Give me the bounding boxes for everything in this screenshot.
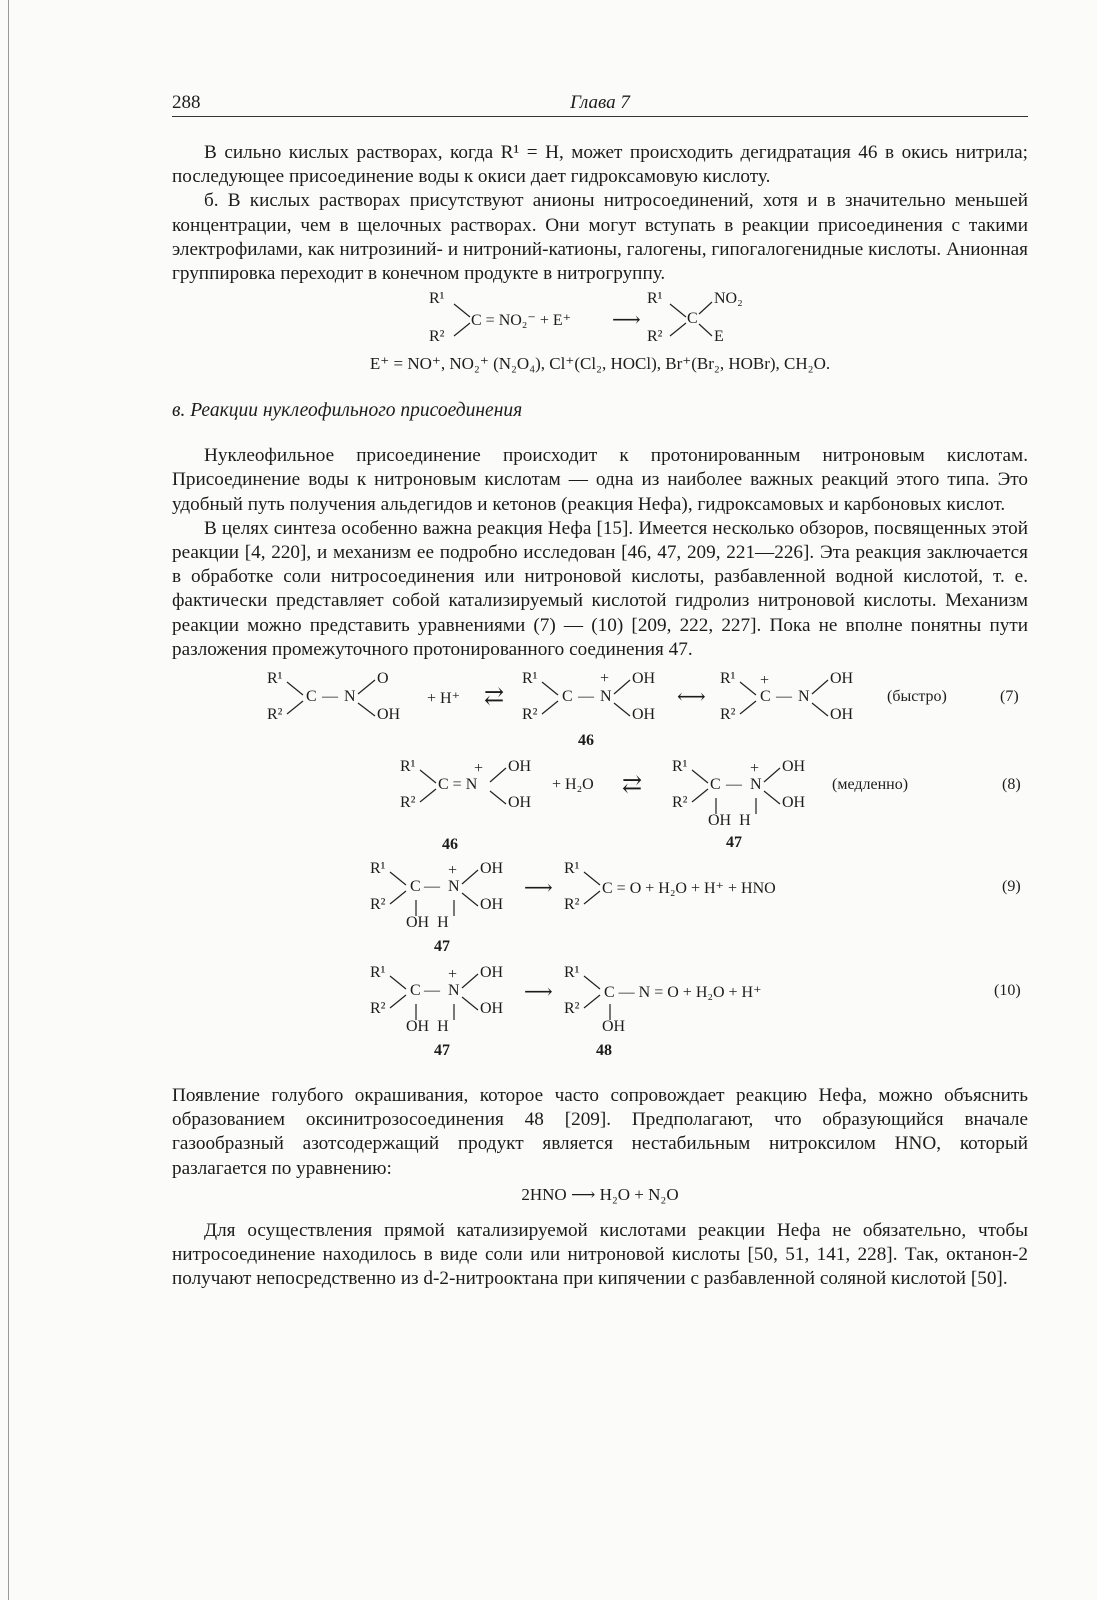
eq9-r2-a: R² [370,896,386,914]
eq10-oh-h: OH H [406,1018,449,1036]
eq-e-carbon: C [687,310,698,328]
eq-e-r2: R² [429,328,445,346]
eq7-oh-a: OH [377,706,401,724]
eq7-hplus: + H⁺ [427,690,461,708]
paragraph-b: б. В кислых растворах присутствуют анионы нитросоединений, хотя и в значительно меньшей концентрации, чем в щелочных растворах. Они могут вступать в реакции присоединения с такими электрофилами, как нитрозиний- и нитроний-катионы, галогены, гипогалогенидные кислоты. Анионная группировка переходит в конечном продукте в нитрогруппу. [172,190,1028,285]
eq7-c-c: C [760,688,771,706]
eq7-label-46: 46 [578,732,594,750]
eq7-note: (быстро) [887,688,947,706]
paragraph-f: Для осуществления прямой катализируемой кислотами реакции Нефа не обязательно, чтобы нитросоединение находилось в виде соли или нитроновой кислоты [50, 51, 141, 228]. Так, октанон-2 получают непосредственно из d-2-нитрооктана при кипячении с разбавленной соляной кислотой [50]. [172,1219,1028,1290]
equation-10 [172,964,1028,1062]
eq8-label-46: 46 [442,836,458,854]
eq7-r1-c: R¹ [720,670,736,688]
eq7-r1-a: R¹ [267,670,283,688]
eq7-resonance: ⟷ [677,686,706,709]
eq10-label-47: 47 [434,1042,450,1060]
eq10-product: C — N = O + H₂O + H⁺ [604,984,762,1002]
eq10-c-a: C [410,982,421,1000]
eq8-r1-a: R¹ [400,758,416,776]
eq-e-arrow: ⟶ [612,309,641,332]
eq9-r1-b: R¹ [564,860,580,878]
eq-e-no2: NO₂ [714,290,743,308]
page-number: 288 [172,92,201,113]
paragraph-a: В сильно кислых растворах, когда R¹ = H, может происходить дегидратация 46 в окись нитрила; последующее присоединение воды к окиси дает гидроксамовую кислоту. [172,142,1028,188]
equation-9 [172,860,1028,958]
eq7-n-c: N [798,688,810,706]
eq7-oh-b2: OH [632,706,656,724]
eq10-n-a: N [448,982,460,1000]
eq7-oh-c1: OH [830,670,854,688]
eq7-dash-b: — [578,688,594,706]
eq8-water: + H₂O [552,776,594,794]
eq9-c-a: C [410,878,421,896]
eq7-r2-a: R² [267,706,283,724]
eq8-r2-b: R² [672,794,688,812]
eq8-dash-b: — [726,776,742,794]
eq8-oh-b1: OH [782,758,806,776]
eq9-plus-a: + [448,862,458,880]
eq8-oh-a1: OH [508,758,532,776]
eq7-dash-a: — [322,688,338,706]
eq10-r1-b: R¹ [564,964,580,982]
eq9-n-a: N [448,878,460,896]
eq-e-r1-product: R¹ [647,290,663,308]
equation-8-bonds [172,758,1028,856]
eq10-plus-a: + [448,966,458,984]
eq7-r2-b: R² [522,706,538,724]
eq9-dash-a: — [424,878,440,896]
eq10-arrow: ⟶ [524,981,553,1004]
eq-e-left: C = NO₂⁻ + E⁺ [471,312,572,330]
eq7-n-a: N [344,688,356,706]
scan-margin-line [8,0,9,1600]
eq8-left: C = N [438,776,478,794]
book-page [172,90,1028,1291]
eq7-n-b: N [600,688,612,706]
eq9-r2-b: R² [564,896,580,914]
eq7-number: (7) [1000,688,1019,706]
eq10-oh-a1: OH [480,964,504,982]
eq7-dash-c: — [776,688,792,706]
eq10-r2-a: R² [370,1000,386,1018]
eq8-number: (8) [1002,776,1021,794]
eq-e-r1: R¹ [429,290,445,308]
eq8-arrows: ⇄ [622,772,643,799]
e-definition: E⁺ = NO⁺, NO₂⁺ (N₂O₄), Cl⁺(Cl₂, HOCl), Br⁺(Br₂, HOBr), CH₂O. [369,354,831,374]
eq7-r2-c: R² [720,706,736,724]
eq-e-e: E [714,328,724,346]
equation-hno: 2HNO ⟶ H₂O + N₂O [521,1184,679,1204]
eq7-oh-b1: OH [632,670,656,688]
eq7-c-b: C [562,688,573,706]
equation-electrophile [172,290,1028,348]
eq10-dash-a: — [424,982,440,1000]
eq7-plus-b: + [600,670,610,688]
eq8-oh-h: OH H [708,812,751,830]
eq10-r1-a: R¹ [370,964,386,982]
eq8-note: (медленно) [832,776,909,794]
eq-e-r2-product: R² [647,328,663,346]
running-header [172,90,1028,117]
paragraph-d: В целях синтеза особенно важна реакция Нефа [15]. Имеется несколько обзоров, посвященных этой реакции [4, 220], и механизм ее подробно исследован [46, 47, 209, 221—226]. Эта реакция заключается в обработке соли нитросоединения или нитроновой кислоты, разбавленной водной кислотой, т. е. фактически представляет собой катализируемый кислотой гидролиз нитроновой кислоты. Механизм реакции можно представить уравнениями (7) — (10) [209, 222, 227]. Пока не вполне понятны пути разложения промежуточного протонированного соединения 47. [172,517,1028,660]
eq8-r1-b: R¹ [672,758,688,776]
paragraph-e: Появление голубого окрашивания, которое часто сопровождает реакцию Нефа, можно объяснить образованием оксинитрозосоединения 48 [209]. Предполагают, что образующийся вначале газообразный азотсодержащий продукт является нестабильным нитроксилом HNO, который разлагается по уравнению: [172,1085,1028,1179]
eq9-arrow: ⟶ [524,877,553,900]
eq8-oh-a2: OH [508,794,532,812]
eq8-plus-b: + [750,760,760,778]
eq9-oh-h: OH H [406,914,449,932]
eq10-r2-b: R² [564,1000,580,1018]
eq7-r1-b: R¹ [522,670,538,688]
eq9-number: (9) [1002,878,1021,896]
eq9-product: C = O + H₂O + H⁺ + HNO [602,880,776,898]
eq8-n-b: N [750,776,762,794]
eq10-oh-b: OH [602,1018,626,1036]
section-title: в. Реакции нуклеофильного присоединения [172,400,523,422]
eq7-o-a: O [377,670,389,688]
eq10-oh-a2: OH [480,1000,504,1018]
eq9-oh-a1: OH [480,860,504,878]
eq8-oh-b2: OH [782,794,806,812]
eq9-label-47: 47 [434,938,450,956]
eq8-r2-a: R² [400,794,416,812]
equation-9-bonds [172,860,1028,958]
equation-8 [172,758,1028,856]
eq7-arrows: ⇄ [484,684,505,711]
paragraph-c: Нуклеофильное присоединение происходит к протонированным нитроновым кислотам. Присоединение воды к нитроновым кислотам — одна из наиболее важных реакций этого типа. Это удобный путь получения альдегидов и кетонов (реакция Нефа), гидроксамовых и карбоновых кислот. [172,445,1028,515]
eq9-r1-a: R¹ [370,860,386,878]
eq10-label-48: 48 [596,1042,612,1060]
eq7-oh-c2: OH [830,706,854,724]
eq9-oh-a2: OH [480,896,504,914]
eq8-label-47: 47 [726,834,742,852]
eq7-c-a: C [306,688,317,706]
equation-electrophile-bonds [172,290,1028,348]
eq7-plus-c: + [760,672,770,690]
eq8-plus-a: + [474,760,484,778]
chapter-title: Глава 7 [570,92,630,113]
eq8-c-b: C [710,776,721,794]
eq10-number: (10) [994,982,1021,1000]
equation-7 [172,670,1028,752]
